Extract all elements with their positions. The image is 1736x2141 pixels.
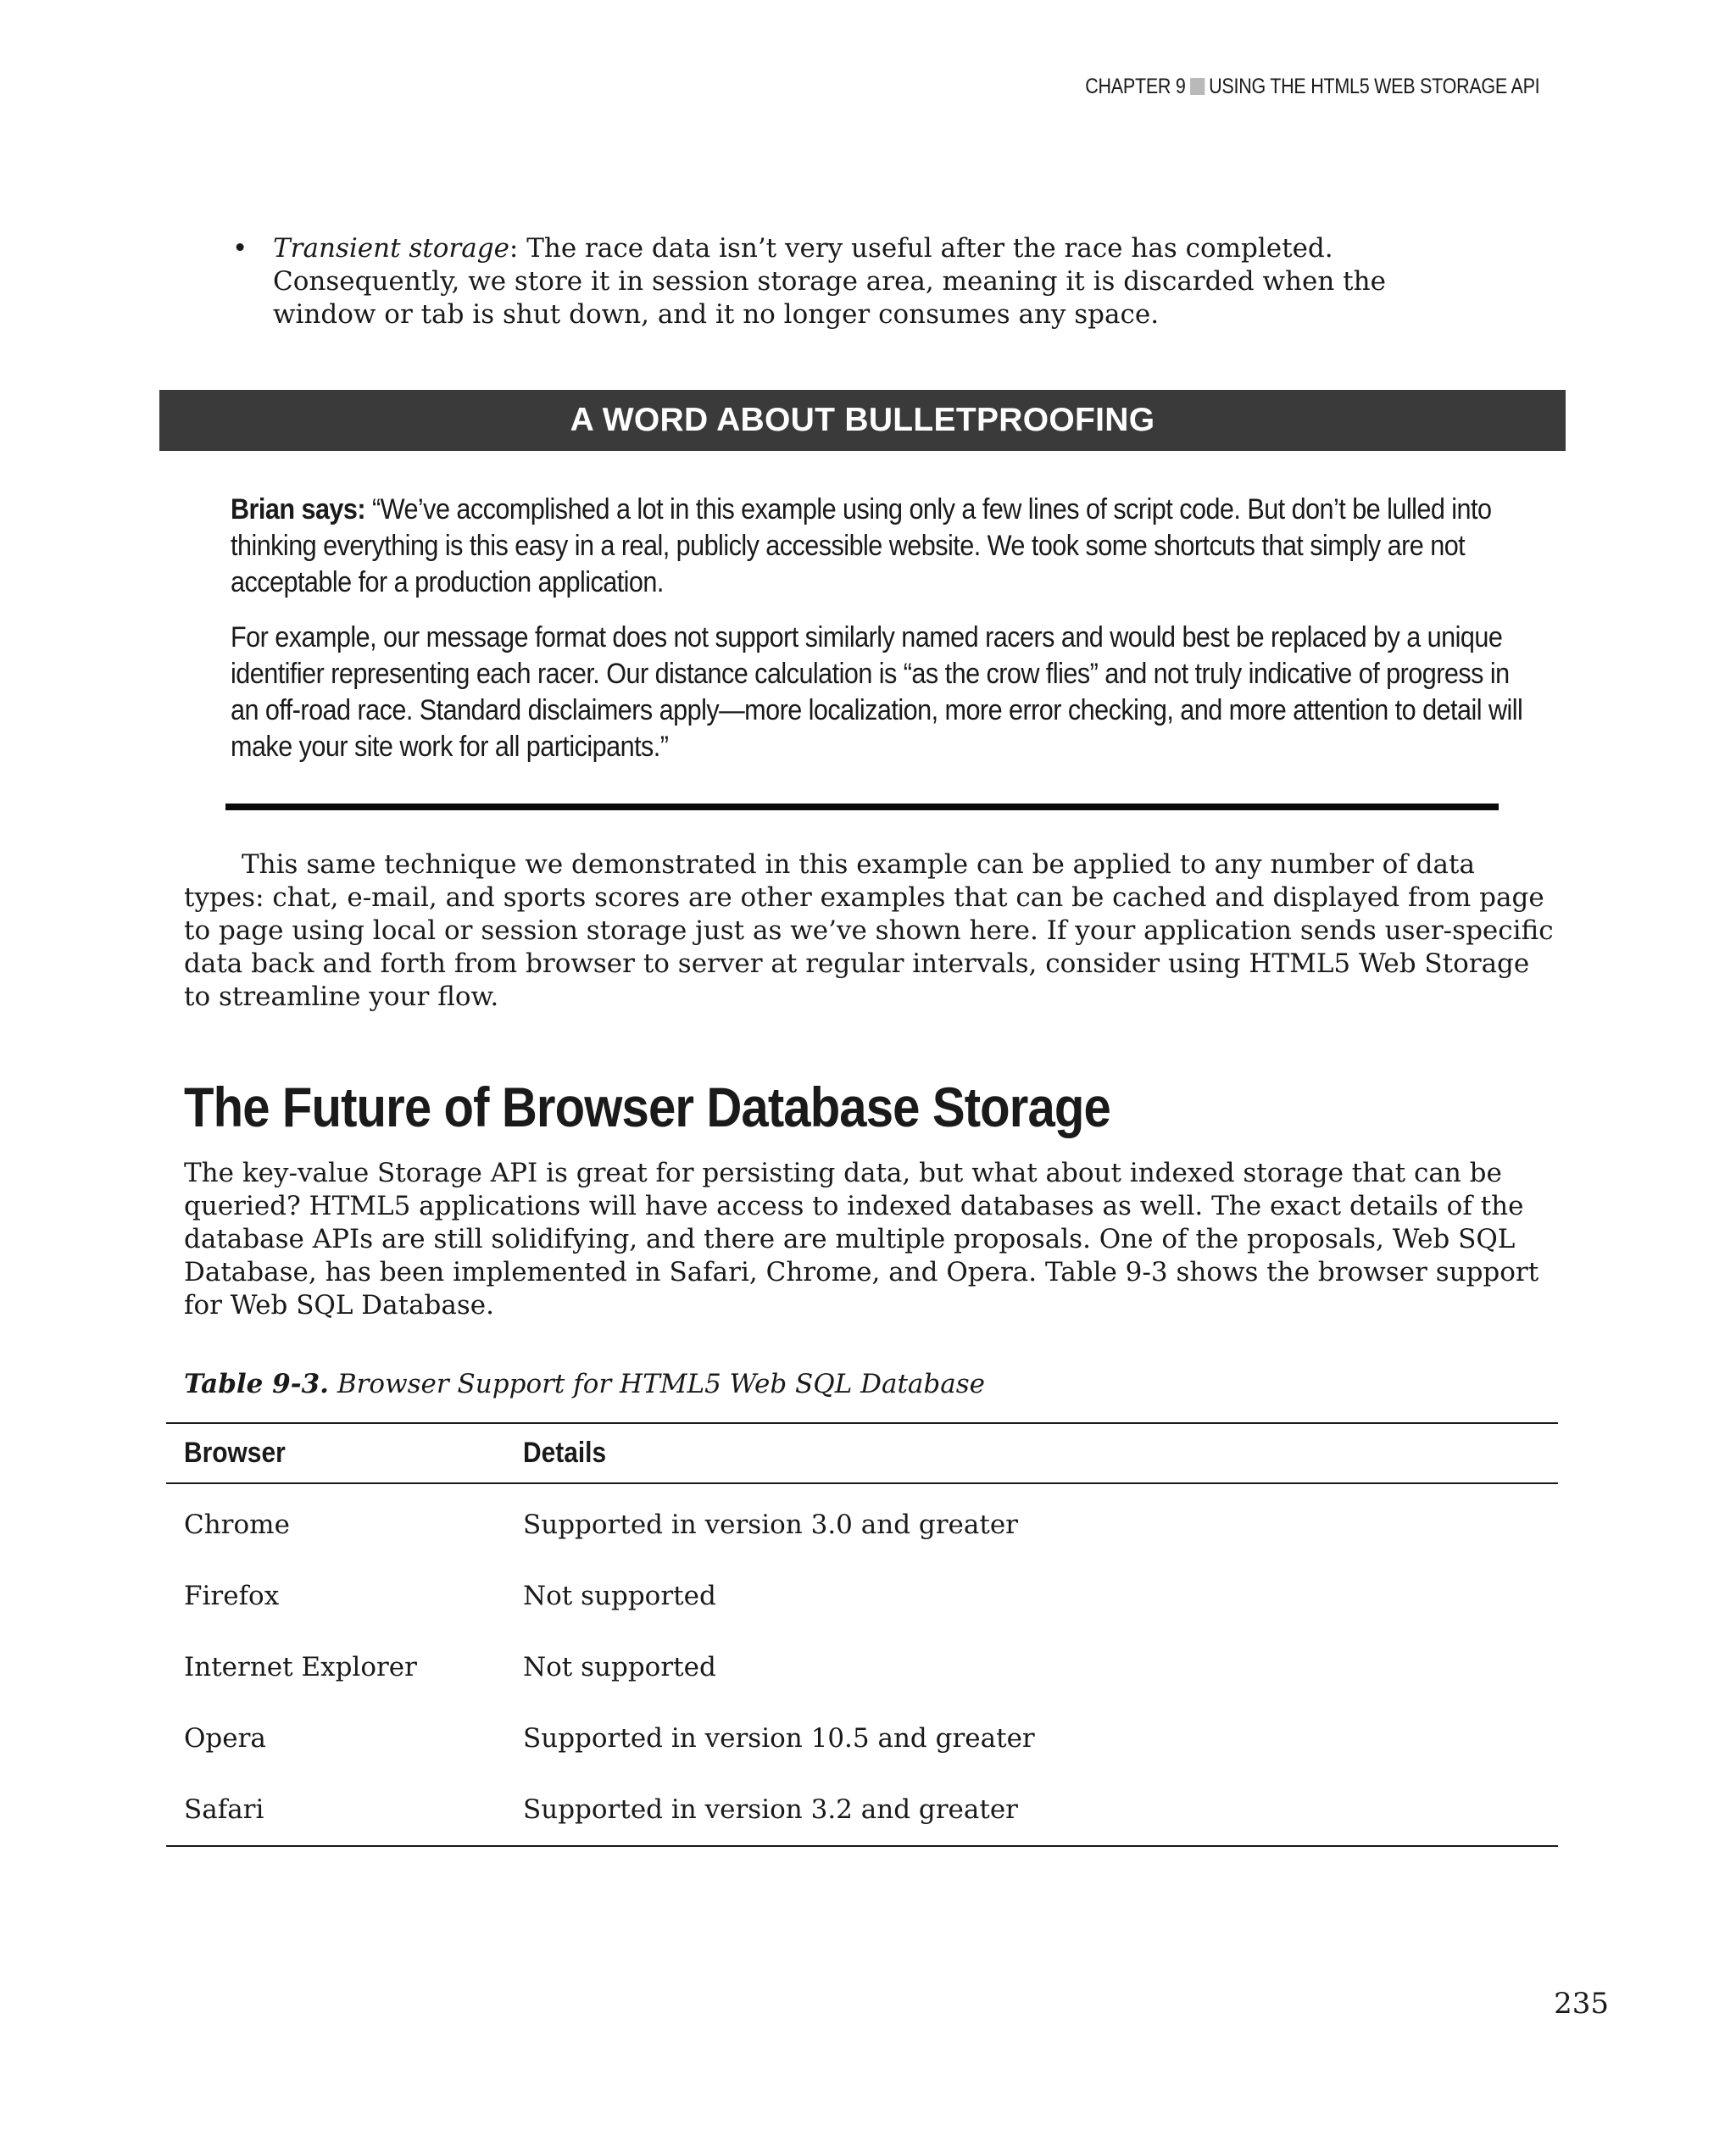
chapter-title: USING THE HTML5 WEB STORAGE API [1208,75,1539,98]
bullet-term: Transient storage [273,233,509,264]
table-row [166,1560,1558,1632]
column-header-browser: Browser [166,1423,505,1483]
bullet-text: : The race data isn’t very useful after the race has completed. Consequently, we store it in session storage area, meaning it is discarded when the window or tab is shut down, and it no longer consumes any space. [273,233,1386,330]
details-cell: Supported in version 3.0 and greater [523,1510,1019,1540]
browser-cell: Firefox [184,1581,280,1611]
square-separator-icon [1189,78,1204,95]
table-row [166,1632,1558,1703]
table-row [166,1483,1558,1560]
bullet-list-item [232,232,1460,331]
details-cell: Supported in version 3.2 and greater [505,1774,1558,1846]
table-row [166,1774,1558,1846]
browser-cell: Chrome [184,1510,290,1540]
details-cell: Supported in version 10.5 and greater [523,1723,1035,1754]
browser-cell: Safari [166,1774,505,1846]
table-row [166,1703,1558,1774]
browser-cell: Internet Explorer [184,1652,417,1682]
running-head [1085,75,1539,99]
section-heading: The Future of Browser Database Storage [184,1076,1110,1138]
chapter-label: CHAPTER 9 [1084,75,1186,98]
table-caption [184,1367,985,1401]
section-paragraph: The key-value Storage API is great for persisting data, but what about indexed storage that can be queried? HTML5 applications will have access to indexed databases as well. The exact details of the database APIs are still solidifying, and there are multiple proposals. One of the proposals, Web SQL Database, has been implemented in Safari, Chrome, and Opera. Table 9-3 shows the browser support for Web SQL Database. [184,1158,1539,1321]
sidebar-divider [225,804,1499,810]
sidebar-title: A WORD ABOUT BULLETPROOFING [159,390,1566,451]
bullet-icon: • [232,233,248,264]
details-cell: Not supported [523,1652,716,1682]
sidebar-paragraph [231,492,1527,601]
sidebar-paragraph: For example, our message format does not support similarly named racers and would best be replaced by a unique identifier representing each racer. Our distance calculation is “as the crow flies” and not truly indicative of progress in an off-road race. Standard disclaimers apply—more localization, more error checking, and more attention to detail will make your site work for all participants.” [231,621,1523,763]
column-header-details: Details [505,1423,1558,1483]
sidebar-paragraph-text: “We’ve accomplished a lot in this example using only a few lines of script code. But don’t be lulled into thinking everything is this easy in a real, publicly accessible website. We took some shortcuts that simply are not acceptable for a production application. [231,493,1492,598]
body-paragraph: This same technique we demonstrated in this example can be applied to any number of data types: chat, e-mail, and sports scores are other examples that can be cached and displayed from page to page using local or session storage just as we’ve shown here. If your application sends user-specific data back and forth from browser to server at regular intervals, consider using HTML5 Web Storage to streamline your flow. [184,849,1554,1012]
details-cell: Not supported [523,1581,716,1611]
table-header-row [166,1423,1558,1483]
table-caption-text: Browser Support for HTML5 Web SQL Database [328,1369,985,1399]
sidebar-speaker: Brian says: [231,493,366,526]
browser-support-table [166,1422,1558,1847]
browser-cell: Opera [184,1723,266,1754]
page-number: 235 [1554,1987,1609,2021]
table-caption-label: Table 9-3. [184,1369,329,1399]
